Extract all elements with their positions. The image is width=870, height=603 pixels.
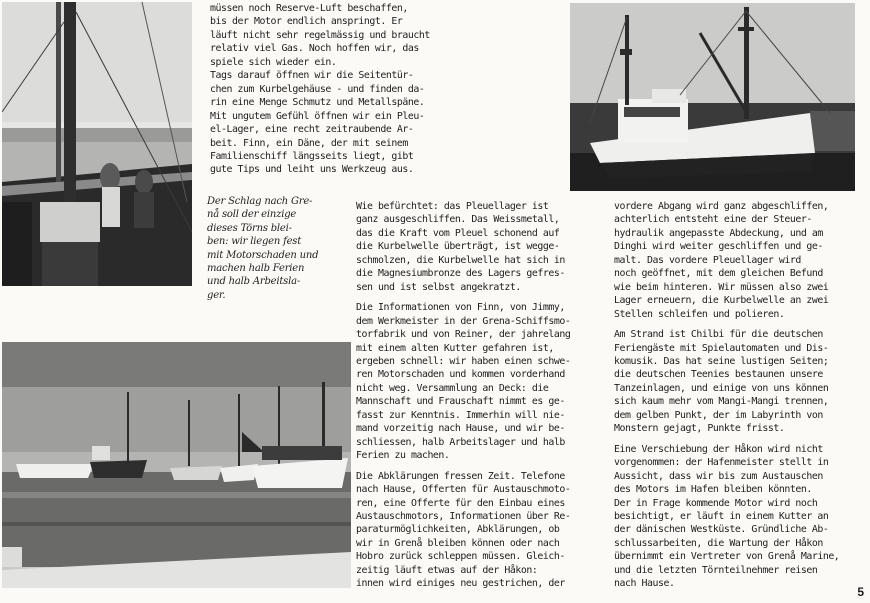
text-line: chen zum Kurbelgehäuse - und finden da- [210, 83, 425, 95]
caption-line: mit Motorschaden und [207, 249, 319, 261]
text-line: die Magnesiumbronze des Lagers gefres- [356, 268, 565, 280]
text-line: mit einem alten Kutter gefahren ist, [356, 342, 554, 354]
text-line: Austauschmotors, Informationen über Re- [356, 510, 571, 522]
paragraph [614, 200, 839, 321]
text-line: Mannschaft und Frauschaft nimmt es ge- [356, 396, 565, 408]
text-line: torfabrik und von Reiner, der jahrelang [356, 329, 571, 341]
text-line: spiele sich wieder ein. [210, 56, 337, 68]
text-line: ren Motorschaden und kommen vorderhand [356, 369, 565, 381]
text-line: fasst zur Kenntnis. Immerhin will nie- [356, 409, 565, 421]
caption-line: ger. [207, 289, 226, 301]
paragraph [356, 200, 570, 294]
photo-caption [207, 195, 318, 302]
text-line: achterlich entsteht eine der Steuer- [614, 214, 812, 226]
text-line: nach Hause. [614, 578, 675, 590]
page-number: 5 [857, 585, 864, 599]
text-line: wir in Grenå bleiben können oder nach [356, 537, 560, 549]
text-line: Die Informationen von Finn, von Jimmy, [356, 302, 565, 314]
text-line: Stellen schleifen und polieren. [614, 308, 785, 320]
text-line: der dänischen Westküste. Gründliche Ab- [614, 524, 829, 536]
text-line: Die Abklärungen fressen Zeit. Telefone [356, 470, 565, 482]
text-line: und die letzten Törnteilnehmer reisen [614, 564, 818, 576]
text-line: nicht weg. Versammlung an Deck: die [356, 382, 549, 394]
text-line: noch geöffnet, mit dem gleichen Befund [614, 268, 823, 280]
caption-line: nå soll der einzige [207, 209, 297, 221]
text-line: Aussicht, dass wir bis zum Austauschen [614, 470, 823, 482]
text-line: dem gelben Punkt, der im Labyrinth von [614, 409, 823, 421]
text-line: ganz ausgeschliffen. Das Weissmetall, [356, 214, 560, 226]
text-line: beit. Finn, ein Däne, der mit seinem [210, 137, 408, 149]
paragraph [614, 328, 839, 436]
text-line: schlussarbeiten, die Wartung der Håkon [614, 537, 823, 549]
text-line: vordere Abgang wird ganz abgeschliffen, [614, 201, 829, 212]
paragraph [356, 470, 570, 591]
text-line: Am Strand ist Chilbi für die deutschen [614, 329, 823, 341]
text-column-2 [356, 200, 570, 591]
text-line: ren, eine Offerte für den Einbau eines [356, 497, 565, 509]
text-line: Eine Verschiebung der Håkon wird nicht [614, 443, 823, 455]
text-line: Familienschiff längsseits liegt, gibt [210, 150, 414, 162]
caption-line: dieses Törns blei- [207, 222, 292, 234]
text-line: Monstern gejagt, Punkte frisst. [614, 423, 785, 435]
photo-boat-deck [2, 2, 192, 286]
text-line: Lager erneuern, die Kurbelwelle an zwei [614, 295, 829, 307]
text-line: hydraulik angepasste Abdeckung, und am [614, 227, 823, 239]
text-line: Tanzeinlagen, und einige von uns können [614, 382, 829, 394]
paragraph [210, 2, 430, 177]
text-line: komusik. Das hat seine lustigen Seiten; [614, 355, 829, 367]
text-line: läuft nicht sehr regelmässig und braucht [210, 29, 430, 41]
text-line: Wie befürchtet: das Pleuellager ist [356, 201, 549, 212]
text-line: ergeben schnell: wir haben einen schwe- [356, 355, 571, 367]
caption-line: machen halb Ferien [207, 263, 305, 275]
text-line: schmolzen, die Kurbelwelle hat sich in [356, 254, 565, 266]
text-line: des Motors im Hafen bleiben könnten. [614, 484, 812, 496]
text-line: die Kurbelwelle überträgt, ist wegge- [356, 241, 560, 253]
text-line: Der in Frage kommende Motor wird noch [614, 497, 818, 509]
text-line: die deutschen Teenies bestaunen unsere [614, 369, 823, 381]
text-line: sen und ist selbst angekratzt. [356, 281, 521, 293]
text-line: Ferien zu machen. [356, 450, 450, 462]
caption-line: und halb Arbeitsla- [207, 276, 301, 288]
text-line: malt. Das vordere Pleuellager wird [614, 254, 801, 266]
text-line: wie beim hinteren. Wir müssen also zwei [614, 281, 829, 293]
caption-line: ben: wir liegen fest [207, 236, 302, 248]
paragraph [356, 301, 570, 462]
text-line: Tags darauf öffnen wir die Seitentür- [210, 70, 414, 82]
text-line: Mit ungutem Gefühl öffnen wir ein Pleu- [210, 110, 425, 122]
text-line: schliessen, halb Arbeitslager und halb [356, 436, 565, 448]
text-line: vorgenommen: der Hafenmeister stellt in [614, 457, 829, 469]
text-line: Feriengäste mit Spielautomaten und Dis- [614, 342, 829, 354]
text-line: mand vorzeitig nach Hause, und wir be- [356, 423, 565, 435]
text-line: sich kaum mehr vom Mangi-Mangi trennen, [614, 396, 829, 408]
text-line: Hobro zurück schleppen müssen. Gleich- [356, 551, 565, 563]
text-column-3 [614, 200, 839, 591]
text-line: innen wird einiges neu gestrichen, der [356, 578, 565, 590]
text-line: el-Lager, eine recht zeitraubende Ar- [210, 124, 414, 136]
caption-line: Der Schlag nach Gre- [207, 196, 313, 207]
text-line: bis der Motor endlich anspringt. Er [210, 16, 403, 28]
text-line: relativ viel Gas. Noch hoffen wir, das [210, 43, 419, 55]
paragraph [614, 443, 839, 591]
photo-fishing-cutter [570, 3, 855, 191]
text-line: besichtigt, er läuft in einem Kutter an [614, 510, 829, 522]
text-line: paraturmöglichkeiten, Abklärungen, ob [356, 524, 560, 536]
photo-harbour [2, 342, 351, 588]
text-column-1 [210, 2, 430, 177]
text-line: Dinghi wird weiter geschliffen und ge- [614, 241, 823, 253]
text-line: zeitig läuft etwas auf der Håkon: [356, 564, 538, 576]
text-line: rin eine Menge Schmutz und Metallspäne. [210, 97, 425, 109]
text-line: nach Hause, Offerten für Austauschmoto- [356, 484, 571, 496]
text-line: übernimmt ein Vertreter von Grenå Marine, [614, 551, 840, 563]
text-line: dem Werkmeister in der Grena-Schiffsmo- [356, 315, 571, 327]
text-line: das die Kraft vom Pleuel schonend auf [356, 227, 560, 239]
text-line: gute Tips und leiht uns Werkzeug aus. [210, 164, 414, 176]
text-line: müssen noch Reserve-Luft beschaffen, [210, 3, 408, 14]
